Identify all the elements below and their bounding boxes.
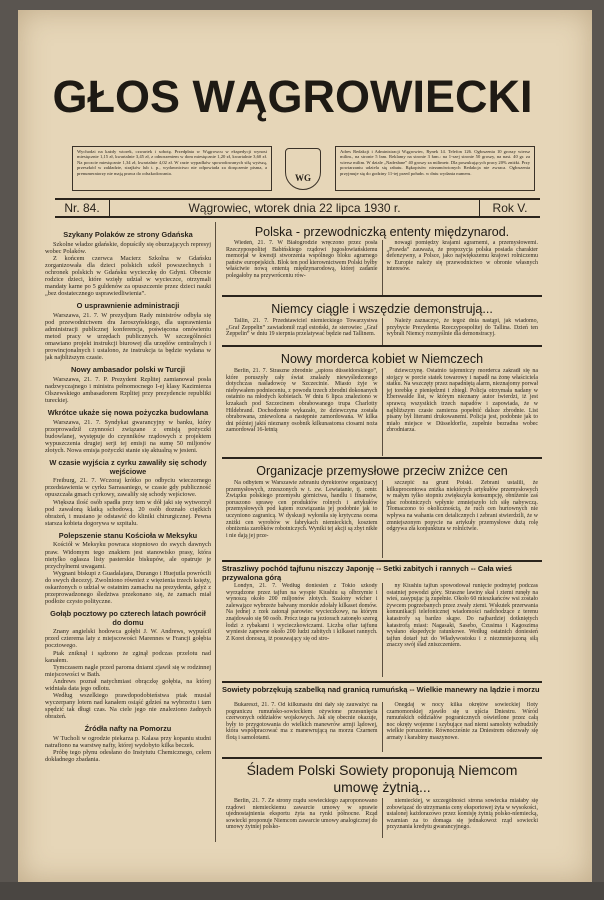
article-headline: Szykany Polaków ze strony Gdańska (63, 230, 193, 239)
article-text-column: Wiedeń, 21. 7. W Białogrodzie wręczono przez posła Rzeczypospolitej Babińskiego rządowi jugosłowiańskiemu memorjał w kwestji stworzenia wspólnego bloku agrarnego państw europejskich. Blok ten pod kierownictwem Polski byłby właściwie nową ententą międzynarodową, której zadanie polegałoby na przywróceniu rów- (222, 240, 383, 296)
article-paragraph: Wygnani biskupi z Guadalajara, Durango i Huejutla powrócili do swych diecezyj. Zwolniono również z więzienia trzech księży, oskarżonych o udział w ostatnim zamachu na prezydenta, gdyż z przeprowadzonego śledztwa przekonano się, że zamach miał podłoże czysto polityczne. (45, 569, 211, 606)
headline-text: Organizacje przemysłowe przeciw zniżce cen (256, 464, 508, 478)
article-paragraph: Próbę tego płynu odesłano do Instytutu Chemicznego, celem dokładnego zbadania. (45, 749, 211, 764)
article-text-column: Bukareszt, 21. 7. Od kilkunastu dni dały się zauważyć na pograniczu rumuńsko-sowieckiem ożywione przesunięcia czerwonych oddziałów wojskowych. Jak się obecnie okazuje, były to przygotowania do wielkich manewrów armji lądowej, która współpracować ma z manewrującą na morzu Czarnem flotą i samolotami. (222, 702, 383, 752)
article-paragraph: Freiburg, 21. 7. Wczoraj krótko po odbyciu wieczornego przedstawienia w cyrku Sarrasaniego, w czasie gdy publiczność opuszczała gmach cyrkowy, zawaliły się schody wejściowe. (45, 477, 211, 499)
article-paragraph: Warszawa, 21. 7. W prezydjum Rady ministrów odbyła się pod przewodnictwem dra Jaroszyńskiego, dla usprawnienia administracji publicznej konferencja, poświęcona omówieniu metod pracy w urzędach publicznych. W szczególności omawiano projekt instrukcji biurowej dla urzędów centralnych i prowincjonalnych i ustalono, że instrukcja ta będzie wydana w jak najbliższym czasie. (45, 311, 211, 362)
article (222, 462, 542, 558)
column-divider (215, 222, 216, 842)
article-paragraph: Warszawa, 21. 7. P. Prezydent Rzplitej zamianował posła nadzwyczajnego i ministra pełnomocnego I-ej klasy Kazimierza Olszewskiego ambasadorem Rzplitej przy prezydencie republiki tureckiej. (45, 375, 211, 405)
article-paragraph: Andrews poznał natychmiast obrączkę gołębia, na której widniała data jego odlotu. (45, 677, 211, 692)
article-paragraph: Większa ilość osób spadła przy tem w dół jaki się wytworzył pod zawaloną klatką schodową. 20 osób doznało ciężkich obrażeń, i musiano je odstawić do kliniki chirurgicznej. Pewna starsza kobieta dogorywa w szpitalu. (45, 498, 211, 527)
article-headline: O usprawnienie administracji (76, 301, 180, 311)
section-rule (222, 457, 542, 459)
article-paragraph: Warszawa, 21. 7. Syndykat gwarancyjny w banku, który przeprowadził czynności związane z emisją pożyczki budowlanej, występuje do czynników rządowych z projektem wypuszczenia drugiej serji tej emisji na sumę 50 miljonów złotych. Nowa emisja pożyczki stanie się aktualną w jesieni. (45, 418, 211, 455)
article-paragraph: Ptak zniknął i sądzono że zginął podczas przelotu nad kanałem. (45, 649, 211, 664)
section-rule (222, 757, 542, 759)
article-paragraph: Z końcem czerwca Macierz Szkolna w Gdańsku zorganizowała dla dzieci polskich szkół powszechnych i ochronek polskich w Gdańsku wycieczkę do Gdyni. Obecnie rodzice dzieci, które wzięły udział w wycieczce, otrzymali mandaty karne po 5 guldenów za opuszczenie przez dzieci nauki „bez dostatecznego usprawiedliwienia”. (45, 254, 211, 298)
issue-number: Nr. 84. (55, 200, 110, 216)
section-rule (222, 295, 542, 297)
article-text-column: Londyn, 21. 7. Według doniesień z Tokio szkody wyrządzone przez tajfun na wyspie Kiushiu są olbrzymie i wynoszą około 200 miljonów złotych. Szalony wicher i zalewające wybrzeże bałwany morskie zdołały kilkaset domów. Na jednej z rzek zatonął parowiec wycieczkowy, na którym znajdowało się 90 osób. Prócz tego na jeziorach zatonęło szereg łodzi z rybakami i wycieczkowiczami. Liczba ofiar tajfunu wyniesie zapewne około 200 ludzi zabitych i kilkaset rannych. Z Korei donoszą, iż posuwający się od stro- (222, 583, 383, 677)
article (222, 224, 542, 296)
article-paragraph: Znany angielski hodowca gołębi J. W. Andrews, wypuścił przed czterema laty z miejscowości Marennes w Francji gołębia pocztowego. (45, 628, 211, 650)
scan-background (0, 882, 604, 900)
article (222, 565, 542, 677)
article-text-column: Na odbytem w Warszawie zebraniu dyrektorów organizacyj przemysłowych, zrzeszonych w t. zw. Lewiatanie, tj. centr. Związku polskiego przemysłu górnictwa, handlu i finansów, poruszono sprawę cen produktów rolnych i artykułów przemysłowych pod kątem rozwiązania jej podobnie jak to uczyniono zagranicą. W dyskusji wyłoniła się krytyczna ocena zniżki cen wyrobów w fabrykach niemieckich, kosztem obniżenia zarobków robotniczych. Wyniki tej akcji są zbyt nikłe i nie dają jej prze- (222, 480, 383, 558)
article-headline (222, 300, 542, 318)
article (222, 300, 542, 346)
crest-letters: WG (294, 173, 311, 183)
article-text-column: Onegdaj w nocy kilka okrętów sowieckiej floty czarnomorskiej zjawiło się u ujścia Dniestru. Wśród rumuńskich oddziałów pogranicznych oświetlone przez całą noc okręty wojenne i szybujące nad niemi samoloty wzbudziły wielkie poruszenie. Równocześnie za Dniestrem odezwały się armaty i karabiny maszynowe. (386, 702, 538, 741)
article-text-column: Tallin, 21. 7. Przedstawiciel niemieckiego Towarzystwa „Graf Zeppelin” zawiadomił rząd estoński, że sterowiec „Graf Zeppelin” w dniu 19 sierpnia przelatywać będzie nad Tallinem. (222, 318, 383, 346)
article-headline: Nowy ambasador polski w Turcji (70, 365, 186, 375)
article-headline: Źródła nafty na Pomorzu (84, 724, 172, 734)
article-paragraph: Tymczasem nagle przed paroma dniami zjawił się w rodzinnej miejscowości w Bath. (45, 663, 211, 678)
dateline-bar (55, 198, 540, 218)
section-rule (222, 345, 542, 347)
headline-text: Sowiety pobrzękują szabelką nad granicą rumuńską -- Wielkie manewry na lądzie i morzu (222, 685, 540, 694)
headline-text: Śladem Polski Sowiety proponują Niemcom umowę żytnią... (246, 762, 518, 795)
article (222, 686, 542, 752)
article-headline: Polepszenie stanu Kościoła w Meksyku (58, 530, 198, 540)
article-paragraph: Szkolne władze gdańskie, dopuściły się oburzających represyj wobec Polaków. (45, 240, 211, 255)
place-date: Wągrowiec, wtorek dnia 22 lipca 1930 r. (110, 200, 480, 216)
article-text-column: Berlin, 21. 7. Ze strony rządu sowieckiego zaproponowano rządowi niemieckiemu zawarcie umowy w sprawie ujednostajnienia eksportu żyta na rynki północne. Rząd sowiecki proponuje Niemcom zawarcie umowy analogicznej do umowy żytniej polsko- (222, 798, 383, 838)
article-headline (222, 224, 542, 240)
article-text-column: dziewczynę. Ostatnio tajemniczy morderca zakradł się na stojący w porcie statek towarowy i napadł na żonę właściciela statku. Na wszczęty przez napadniętą alarm, nieznajomy porwał jej torebkę z pieniędzmi i zbiegł. Policja otrzymała nadany w Eberswalde list, w którym nieznany autor twierdzi, iż jest sprawcą wszystkich trzech napadów i zapowiada, że w najbliższym czasie zamierza popełnić dalsze zbrodnie. List pisany był literami drukowanemi. Policja jest, podobnie jak to miało miejsce w Düsseldorfie, zupełnie bezradna wobec zbrodniarza. (386, 368, 538, 434)
headline-text: Polska - przewodniczką ententy międzynarod. (254, 225, 510, 239)
masthead-title: GŁOS WĄGROWIECKI (52, 71, 533, 122)
headline-text: Nowy morderca kobiet w Niemczech (280, 352, 484, 366)
article-text-column: niemieckiej, w szczególności strona sowiecka miałaby się zobowiązać do utrzymania ceny eksportowej żyta w wysokości, ustalonej każdorazowo przez komisję żytnią polsko-niemiecką, wzamian za to domaga się jednakowoż rząd sowiecki przyznania kredytu gwarancyjnego. (386, 798, 538, 831)
section-rule (222, 681, 542, 683)
article-headline (222, 686, 542, 702)
article-text-column: szczepić na grunt Polski. Zebrani ustalili, że kilkuprocentowa zniżka niektórych artykułów przemysłowych w małym tylko stopniu zwiększyła konsumpcję, obniżenie zaś płac robotniczych wpłynie zmniejszyło ich siłę nabywczą. Tłomaczono to okolicznością, że ruch cen hurtownych nie wpływa na wahania cen detalicznych i zebrani stwierdzili, że w zmniejszonym popycie na artykuły przemysłowe dużą rolę odgrywa zła konjunktura w rolnictwie. (386, 480, 538, 533)
article-paragraph: Według wszelkiego prawdopodobieństwa ptak musiał wyczerpany lotem nad kanałem osiąść gdzieś na wybrzeżu i tam spędzić tak długi czas. Na ciele jego nie znaleziono żadnych obrażeń. (45, 692, 211, 721)
headline-text: Niemcy ciągle i wszędzie demonstrują... (271, 302, 493, 316)
article-paragraph: Kościół w Meksyku powraca stopniowo do swych dawnych praw. Widomym tego znakiem jest stanowisko prasy, która nietylko ogłasza listy pasterskie biskupów, ale opatruje je przychylnemi uwagami. (45, 541, 211, 570)
article-headline: Gołąb pocztowy po czterech latach powrócił do domu (50, 609, 206, 627)
article-headline (222, 462, 542, 480)
article-paragraph: W Tucholi w ogrodzie piekarza p. Kalasa przy kopaniu studni natrafiono na warstwę nafty, której wydobyto kilka beczek. (45, 734, 211, 750)
article-headline (222, 350, 542, 368)
article-text-column: Należy zaznaczyć, że tegoż dnia nastąpi, jak wiadomo, przybycie Prezydenta Rzeczypospolitej do Tallina. Dzień ten wybrali Niemcy rozmyślnie dla demonstracyj. (386, 318, 538, 338)
article (222, 350, 542, 456)
article-headline: W czasie wyjścia z cyrku zawaliły się schody wejściowe (49, 458, 207, 476)
headline-text: Straszliwy pochód tajfunu niszczy Japonję -- Setki zabitych i rannych -- Cała wieś przywalona górą (222, 564, 513, 582)
article-text-column: ny Kiushiu tajfun spowodował runięcie podmytej podczas ostatniej powodzi góry. Straszne lawiny skał i ziemi runęły na wieś, zasypując ją zupełnie. Około 60 mieszkańców wsi zostało żywcem pogrzebanych przez zwały ziemi. Wskutek przerwania komunikacji telefonicznej wiadomości nadchodzące z terenu katastrofy są bardzo skąpe. Do najbardziej dotkniętych katastrofą miast: Nagasaki, Sasebo, Czusima i Kagoszima wysłano ekspedycje ratunkowe. Według ostatnich doniesień tajfun dotarł już do Władywostoku i z niezmniejszoną siłą znaczy swój ślad zniszczeniem. (386, 583, 538, 649)
article (222, 762, 542, 838)
section-rule (222, 560, 542, 562)
article-headline: Wkrótce ukaże się nowa pożyczka budowlana (47, 408, 209, 418)
town-crest-logo (285, 148, 321, 190)
article-text-column: Berlin, 21. 7. Straszne zbrodnie „upiora düsseldorskiego”, które poruszyły cały świat znalazły niewyśledzonego dotychczas naśladowcę w Szczecinie. Miasto żyje w niebywałem podnieceniu, z powodu trzech zbrodni dokonanych ostatnio na młodych kobietach. W dniu 6 lipca znaleziono w krzakach pod Szczecinem obrabowanego trupa Charlotty Hildebrand. Dochodzenie wykazało, że dziewczyna została obrabowana, zniewolona a następnie zamordowana. W kilka dni później jakiś nieznany osobnik kilkunastoma ciosami noża zamordował 16-letnią (222, 368, 383, 456)
left-column (45, 226, 211, 866)
editorial-info-box: Adres Redakcji i Administracji Wągrowiec, Rynek 14. Telefon 126. Ogłoszenia 10 groszy wiersz milim., na stronie 5 łam. Reklamy na stronie 3 łam.: na 1-szej stronie 50 groszy, na nast. 40 gr. za wiersz milim. W dziale „Nadesłane” 40 groszy za milimetr. Dla poszukujących pracy 20% zniżki. Przy powtarzaniu udziela się rabatu. Rękopisów niezamówionych Redakcja nie zwraca. Ogłoszenia przyjmuje się do godziny 11-tej przed połudn. w dniu wydania numeru. (335, 146, 535, 191)
article-headline (222, 565, 542, 583)
article-text-column: nowagi pomiędzy krajami agrarnemi, a przemysłowemi. „Prawda” zauważa, że propozycja polska posiada charakter defenzywny, a Polsce, jako największemu krajowi rolniczemu w Europie należy się przewodnictwo w obronie własnych interesów. (386, 240, 538, 273)
article-headline (222, 762, 542, 798)
subscription-info-box: Wychodzi na każdy wtorek, czwartek i sobotę. Przedpłata w Wągrowcu w ekspedycji wynosi miesięcznie 1,15 zł, kwartalnie 3,45 zł, z odnoszeniem w dom miesięcznie 1,20 zł, kwartalnie 3,60 zł. Na poczcie miesięcznie 1,34 zł, kwartalnie 4,02 zł. W razie wypadków spowodowanych siłą wyższą, przeszkód w zakładzie, strajków lub t. p., wydawnictwo nie odpowiada za doręczenie pisma, a prenumeratorzy nie mają prawa do odszkodowania. (72, 146, 272, 191)
volume-year: Rok V. (492, 201, 528, 215)
